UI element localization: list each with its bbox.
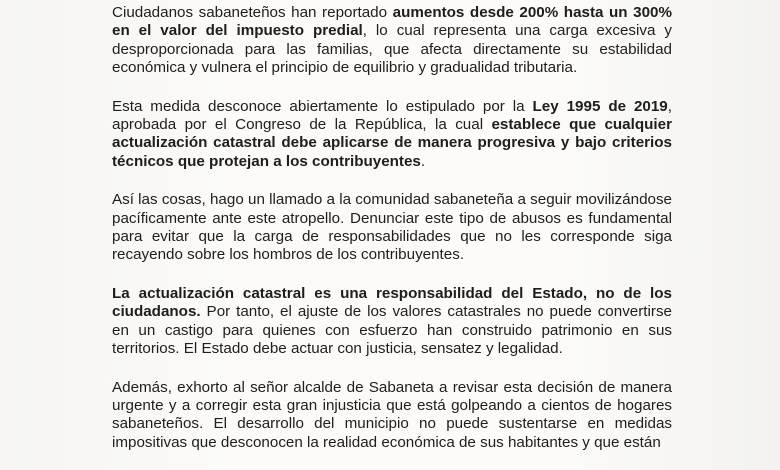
text-segment: Esta medida desconoce abiertamente lo estipulado por la xyxy=(112,97,533,115)
paragraph-predial-increase xyxy=(112,4,672,78)
text-segment: Además, exhorto al señor alcalde de Sabaneta a revisar esta decisión de manera urgente y a corregir esta gran injusticia que está golpeando a cientos de hogares sabaneteños. El desarrollo del municipio no puede sustentarse en medidas impositivas que desconocen la realidad económica de sus habitantes y que están xyxy=(112,378,672,451)
text-segment: Así las cosas, hago un llamado a la comunidad sabaneteña a seguir movilizándose pacíficamente ante este atropello. Denunciar este tipo de abusos es fundamental para evitar que la carga de responsabilidades que no les corresponde siga recayendo sobre los hombros de los contribuyentes. xyxy=(112,191,672,264)
text-segment: Ciudadanos sabaneteños han reportado xyxy=(112,4,393,21)
bold-text-segment: aumentos desde 200% hasta un 300% en el valor del impuesto predial xyxy=(112,4,672,40)
bold-text-segment: establece que cualquier actualización catastral debe aplicarse de manera progresiva y bajo criterios técnicos que protejan a los contribuyentes xyxy=(112,116,672,170)
bold-text-segment: Ley 1995 de 2019 xyxy=(532,97,668,115)
text-segment: . xyxy=(420,152,426,170)
paragraph-state-responsibility xyxy=(112,285,672,359)
text-segment: , lo cual representa una carga excesiva y desproporcionada para las familias, que afecta directamente su estabilidad económica y vulnera el principio de equilibrio y gradualidad tributaria. xyxy=(112,22,672,77)
bold-text-segment: La actualización catastral es una responsabilidad del Estado, no de los ciudadanos. xyxy=(112,284,672,321)
paragraph-law-1995 xyxy=(112,98,672,172)
letter-body xyxy=(112,4,672,470)
text-segment: , aprobada por el Congreso de la República, la cual xyxy=(112,97,672,134)
text-segment: Por tanto, el ajuste de los valores catastrales no puede convertirse en un castigo para quienes con esfuerzo han construido patrimonio en sus territorios. El Estado debe actuar con justicia, sensatez y legalidad. xyxy=(112,303,672,358)
paragraph-community-call xyxy=(112,191,672,265)
paragraph-mayor-exhortation xyxy=(112,379,672,453)
